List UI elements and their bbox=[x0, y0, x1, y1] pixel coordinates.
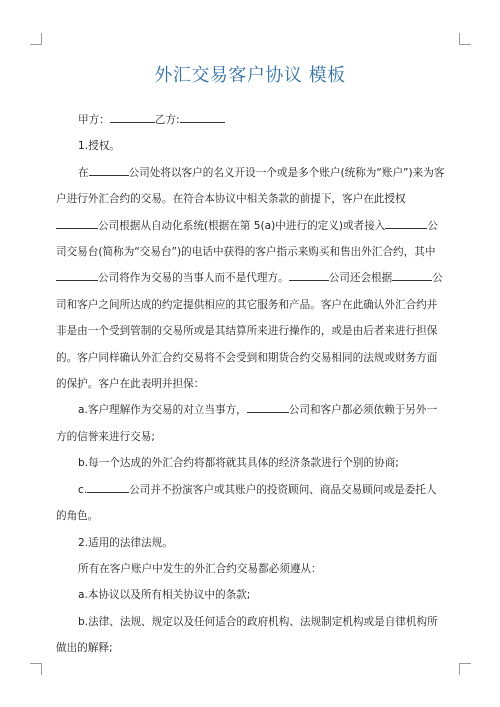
party-a-blank bbox=[110, 110, 155, 123]
text-run: 在 bbox=[78, 166, 89, 179]
item-b: b.每一个达成的外汇合约将都将就其具体的经济条款进行个别的协商; bbox=[78, 457, 399, 470]
section-2-heading: 2.适用的法律法规。 bbox=[78, 536, 173, 549]
item-a bbox=[56, 397, 445, 450]
text-run: 公司根据从自动化系统(根据在第 5(a)中进行的定义)或者接入 bbox=[98, 219, 386, 232]
fill-blank bbox=[289, 268, 329, 281]
section-2-paragraph: 所有在客户账户中发生的外汇合约交易都必须遵从： bbox=[78, 562, 322, 575]
section-2-item-b: b.法律、法规、规定以及任何适合的政府机构、法规制定机构或是自律机构所做出的解释; bbox=[56, 615, 438, 655]
text-run: 公司还会根据 bbox=[328, 272, 393, 285]
section-1-paragraph bbox=[56, 160, 445, 398]
document-title: 外汇交易客户协议 模板 bbox=[154, 65, 346, 86]
parties-line bbox=[56, 107, 445, 133]
section-1-heading: 1.授权。 bbox=[78, 140, 120, 153]
item-c bbox=[56, 477, 445, 530]
crop-mark-top-left bbox=[30, 33, 42, 45]
text-run: 公司处将以客户的名义开设一个或是多个账户(统称为“账户”)来为客户进行外汇合约的交易。在符合本协议中相关条款的前提下，客户在此授权 bbox=[56, 166, 445, 206]
text-run: a.客户理解作为交易的对立当事方， bbox=[78, 404, 247, 417]
text-run: 公司并不扮演客户或其账户的投资顾问、商品交易顾问或是委托人的角色。 bbox=[56, 483, 437, 523]
text-run: 公司和客户都必须依赖于另外一方的信誉来进行交易; bbox=[56, 404, 438, 443]
document-body bbox=[56, 107, 445, 662]
crop-mark-top-right bbox=[459, 33, 471, 45]
fill-blank bbox=[87, 480, 129, 493]
text-run: 公司和客户之间所达成的约定提供相应的其它服务和产品。客户在此确认外汇合约并非是由一个受到管制的交易所或是其结算所来进行操作的，或是由后者来进行担保的。客户同样确认外汇合约交易将不会受到和期货合约交易相同的法规或财务方面的保护。客户在此表明并担保： bbox=[56, 272, 443, 391]
text-run: c. bbox=[78, 483, 88, 496]
crop-mark-bottom-right bbox=[459, 663, 471, 675]
text-run: 公司将作为交易的当事人而不是代理方。 bbox=[98, 272, 289, 285]
fill-blank bbox=[392, 268, 432, 281]
party-b-label: 乙方: bbox=[154, 114, 180, 126]
text-run: 公司交易台(简称为“交易台”)的电话中获得的客户指示来购买和售出外汇合约，其中 bbox=[56, 219, 438, 259]
crop-mark-bottom-left bbox=[30, 663, 42, 675]
fill-blank bbox=[385, 216, 427, 229]
fill-blank bbox=[247, 400, 289, 413]
fill-blank bbox=[89, 163, 129, 176]
fill-blank bbox=[56, 216, 98, 229]
fill-blank bbox=[56, 268, 98, 281]
party-b-blank bbox=[180, 110, 225, 123]
section-2-item-a: a.本协议以及所有相关协议中的条款; bbox=[78, 589, 251, 602]
party-a-label: 甲方： bbox=[78, 114, 110, 126]
